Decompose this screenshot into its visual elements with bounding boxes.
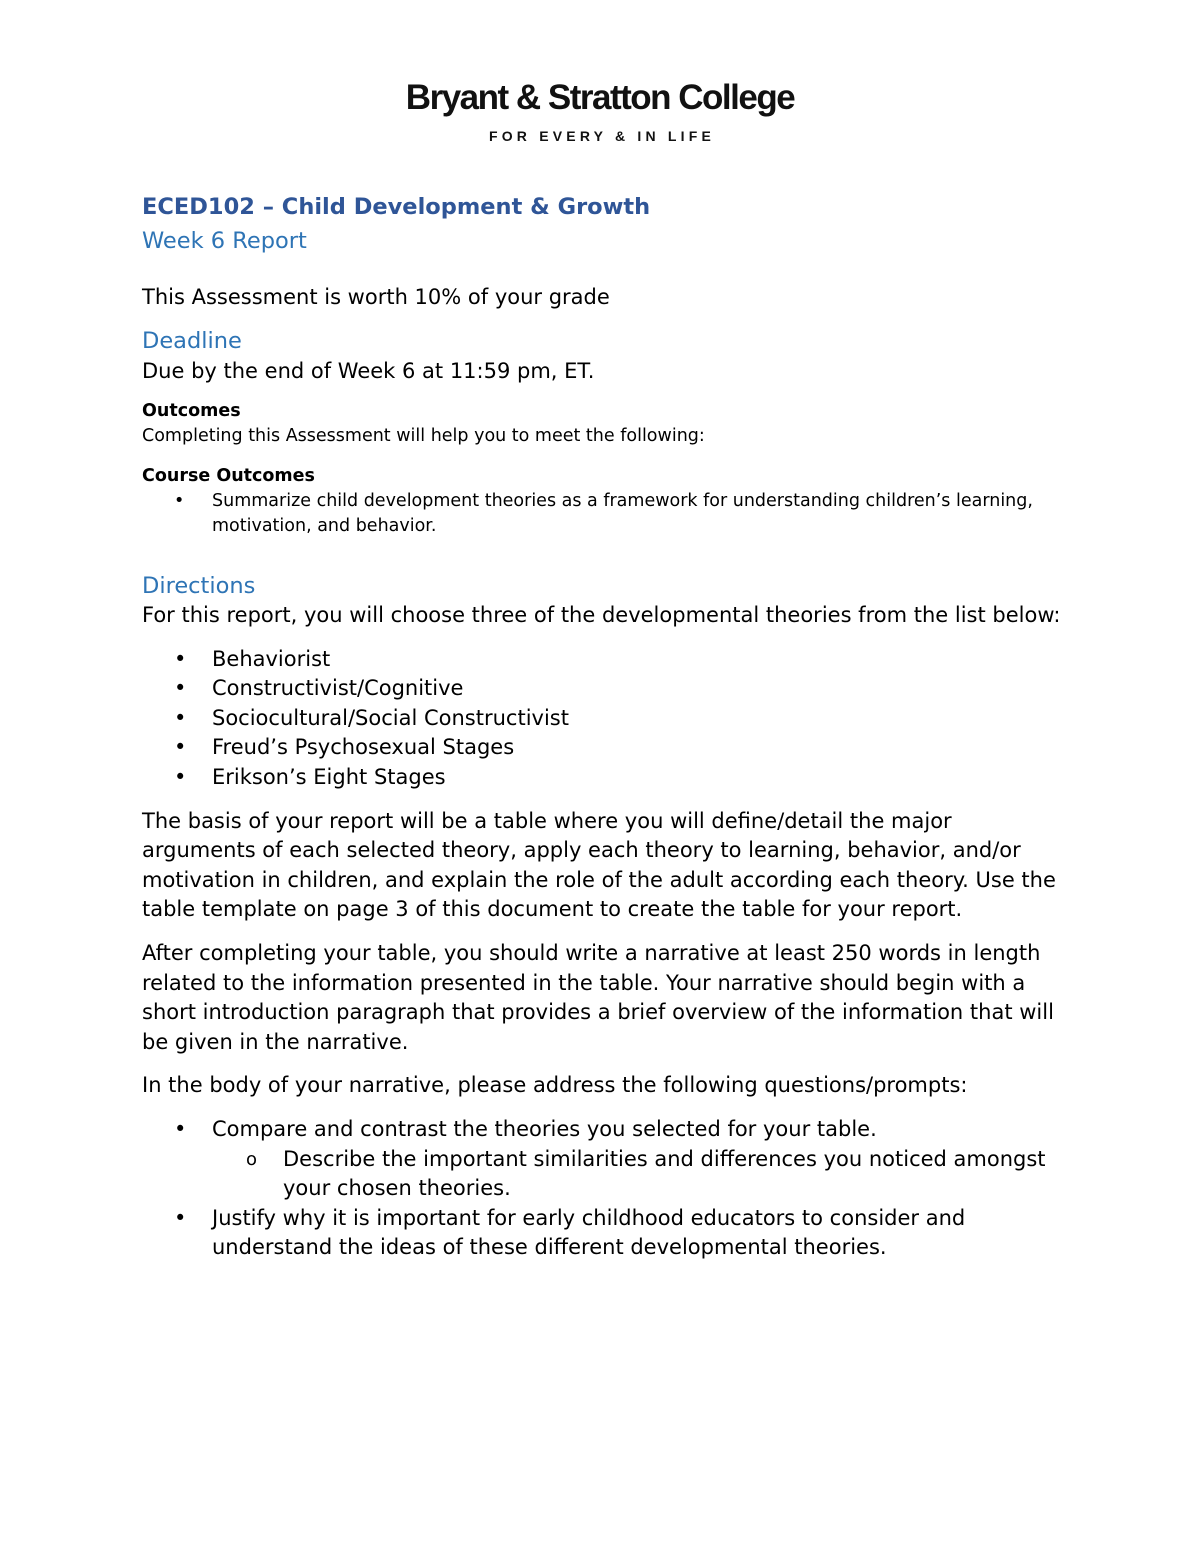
bullet-icon: • <box>174 646 187 671</box>
prompt-text: Compare and contrast the theories you selected for your table. <box>212 1116 877 1141</box>
directions-heading: Directions <box>142 573 256 599</box>
theory-text: Sociocultural/Social Constructivist <box>212 705 569 730</box>
bullet-icon: • <box>174 705 187 730</box>
college-logo <box>0 76 1200 144</box>
course-title: ECED102 – Child Development & Growth <box>142 194 651 220</box>
assessment-worth: This Assessment is worth 10% of your grade <box>142 285 610 309</box>
bullet-icon: • <box>174 1205 187 1230</box>
list-item <box>142 704 1062 734</box>
college-name: Bryant & Stratton College <box>405 78 795 117</box>
bullet-icon: • <box>174 676 187 701</box>
circle-bullet-icon: o <box>246 1148 258 1170</box>
directions-intro: For this report, you will choose three of the developmental theories from the list below: <box>142 603 1061 627</box>
theory-text: Freud’s Psychosexual Stages <box>212 735 515 760</box>
bullet-icon: • <box>174 764 187 789</box>
deadline-heading: Deadline <box>142 328 242 354</box>
course-outcomes-heading: Course Outcomes <box>142 466 315 486</box>
list-item <box>142 733 1062 763</box>
bullet-icon: • <box>174 735 187 760</box>
bullet-icon: • <box>174 1116 187 1141</box>
list-item <box>142 763 1062 793</box>
list-item <box>142 489 1062 539</box>
list-item <box>142 1145 1062 1204</box>
college-tagline: FOR EVERY & IN LIFE <box>488 128 716 144</box>
deadline-text: Due by the end of Week 6 at 11:59 pm, ET. <box>142 359 595 383</box>
prompt-text: Justify why it is important for early childhood educators to consider and understand the ideas of these different developmental theories. <box>212 1205 966 1260</box>
basis-paragraph: The basis of your report will be a table where you will define/detail the major arguments of each selected theory, apply each theory to learning, behavior, and/or motivation in children, and explain the role of the adult according each theory. Use the table template on page 3 of this document to create the table for your report. <box>142 808 1056 922</box>
bullet-icon: • <box>174 491 185 511</box>
list-item <box>142 1115 1062 1145</box>
list-item <box>142 1204 1062 1263</box>
prompt-text: Describe the important similarities and differences you noticed amongst your chosen theories. <box>283 1146 1046 1201</box>
theory-text: Behaviorist <box>212 646 331 671</box>
list-item <box>142 674 1062 704</box>
course-outcome-text: Summarize child development theories as a framework for understanding children’s learning, motivation, and behavior. <box>212 491 1033 536</box>
outcomes-heading: Outcomes <box>142 401 241 421</box>
narrative-paragraph: After completing your table, you should write a narrative at least 250 words in length related to the information presented in the table. Your narrative should begin with a short introduction paragraph that provides a brief overview of the information that will be given in the narrative. <box>142 940 1054 1054</box>
week-title: Week 6 Report <box>142 228 307 254</box>
body-paragraph: In the body of your narrative, please address the following questions/prompts: <box>142 1073 968 1098</box>
course-outcomes-list <box>142 489 1062 539</box>
outcomes-intro: Completing this Assessment will help you to meet the following: <box>142 426 705 446</box>
document-body <box>142 190 1062 1263</box>
prompts-list <box>142 1115 1062 1263</box>
theory-text: Constructivist/Cognitive <box>212 676 464 701</box>
theories-list <box>142 645 1062 793</box>
list-item <box>142 645 1062 675</box>
theory-text: Erikson’s Eight Stages <box>212 764 446 789</box>
